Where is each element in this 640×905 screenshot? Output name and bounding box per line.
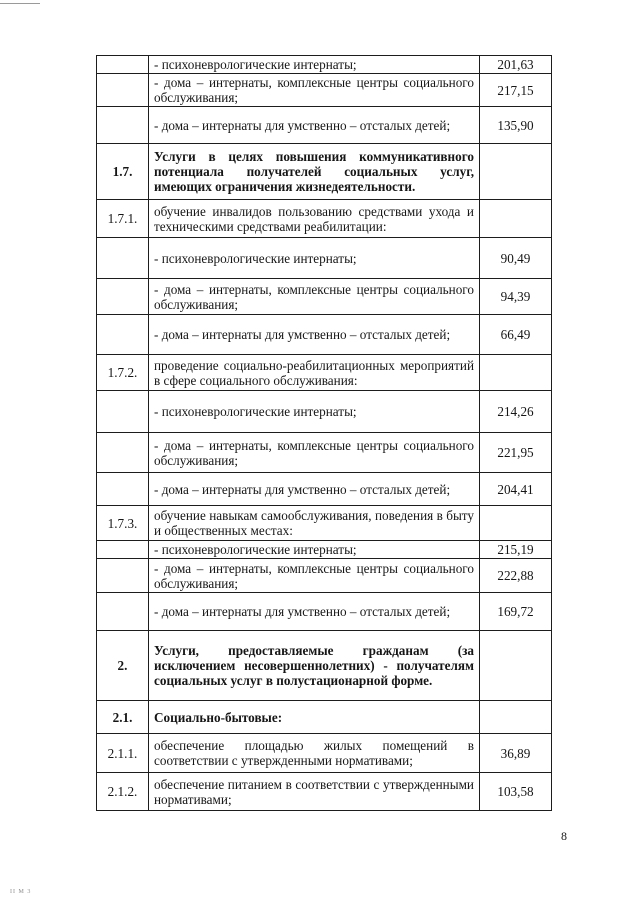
item-value [480, 355, 552, 391]
item-description: - дома – интернаты для умственно – отсталых детей; [149, 473, 480, 506]
item-number [97, 391, 149, 433]
table-row [97, 315, 552, 355]
table-row [97, 433, 552, 473]
table-row [97, 144, 552, 200]
item-number [97, 541, 149, 559]
table-row [97, 238, 552, 279]
table-row [97, 541, 552, 559]
page-number: 8 [561, 829, 567, 843]
item-value: 103,58 [480, 773, 552, 811]
item-description: обучение инвалидов пользованию средствами ухода и техническими средствами реабилитации: [149, 200, 480, 238]
item-value: 135,90 [480, 107, 552, 144]
item-value [480, 506, 552, 541]
item-value: 201,63 [480, 56, 552, 74]
item-description: - дома – интернаты, комплексные центры социального обслуживания; [149, 559, 480, 593]
item-description: - психоневрологические интернаты; [149, 238, 480, 279]
item-description: - дома – интернаты, комплексные центры социального обслуживания; [149, 279, 480, 315]
item-number [97, 473, 149, 506]
item-value [480, 701, 552, 734]
table-row [97, 200, 552, 238]
section-number: 1.7. [97, 144, 149, 200]
item-description: обучение навыкам самообслуживания, поведения в быту и общественных местах: [149, 506, 480, 541]
table-row [97, 593, 552, 631]
item-description: обеспечение площадью жилых помещений в соответствии с утвержденными нормативами; [149, 734, 480, 773]
services-tariff-table [96, 55, 552, 811]
footer-mark: II M 3 [10, 889, 32, 895]
item-number [97, 315, 149, 355]
item-description: проведение социально-реабилитационных мероприятий в сфере социального обслуживания: [149, 355, 480, 391]
table-row [97, 107, 552, 144]
item-value [480, 144, 552, 200]
item-value: 36,89 [480, 734, 552, 773]
table-row [97, 56, 552, 74]
table-row [97, 734, 552, 773]
item-value: 94,39 [480, 279, 552, 315]
item-value: 214,26 [480, 391, 552, 433]
item-number: 1.7.1. [97, 200, 149, 238]
section-title: Социально-бытовые: [149, 701, 480, 734]
section-title: Услуги в целях повышения коммуникативного потенциала получателей социальных услуг, имеющих ограничения жизнедеятельности. [149, 144, 480, 200]
item-value [480, 200, 552, 238]
table-row [97, 355, 552, 391]
item-value: 221,95 [480, 433, 552, 473]
table-row [97, 701, 552, 734]
item-value: 215,19 [480, 541, 552, 559]
table-row [97, 506, 552, 541]
item-value [480, 631, 552, 701]
item-description: - дома – интернаты для умственно – отсталых детей; [149, 107, 480, 144]
item-description: - дома – интернаты для умственно – отсталых детей; [149, 315, 480, 355]
item-description: - дома – интернаты для умственно – отсталых детей; [149, 593, 480, 631]
table-row [97, 773, 552, 811]
item-value: 169,72 [480, 593, 552, 631]
item-number [97, 279, 149, 315]
item-description: - психоневрологические интернаты; [149, 541, 480, 559]
section-number: 2.1. [97, 701, 149, 734]
item-value: 217,15 [480, 74, 552, 107]
item-number [97, 238, 149, 279]
item-value: 222,88 [480, 559, 552, 593]
table-row [97, 74, 552, 107]
item-number [97, 559, 149, 593]
item-description: обеспечение питанием в соответствии с утвержденными нормативами; [149, 773, 480, 811]
item-value: 66,49 [480, 315, 552, 355]
item-number [97, 433, 149, 473]
table-row [97, 631, 552, 701]
item-number [97, 74, 149, 107]
item-description: - психоневрологические интернаты; [149, 56, 480, 74]
section-number: 2. [97, 631, 149, 701]
item-number [97, 56, 149, 74]
scan-edge-line [0, 3, 40, 4]
item-description: - психоневрологические интернаты; [149, 391, 480, 433]
item-number [97, 107, 149, 144]
table-row [97, 473, 552, 506]
item-number: 2.1.1. [97, 734, 149, 773]
table-row [97, 279, 552, 315]
item-description: - дома – интернаты, комплексные центры социального обслуживания; [149, 433, 480, 473]
section-title: Услуги, предоставляемые гражданам (за исключением несовершеннолетних) - получателям социальных услуг в полустационарной форме. [149, 631, 480, 701]
table-row [97, 391, 552, 433]
item-description: - дома – интернаты, комплексные центры социального обслуживания; [149, 74, 480, 107]
item-number: 1.7.2. [97, 355, 149, 391]
item-value: 90,49 [480, 238, 552, 279]
item-number [97, 593, 149, 631]
item-value: 204,41 [480, 473, 552, 506]
table-row [97, 559, 552, 593]
item-number: 2.1.2. [97, 773, 149, 811]
item-number: 1.7.3. [97, 506, 149, 541]
